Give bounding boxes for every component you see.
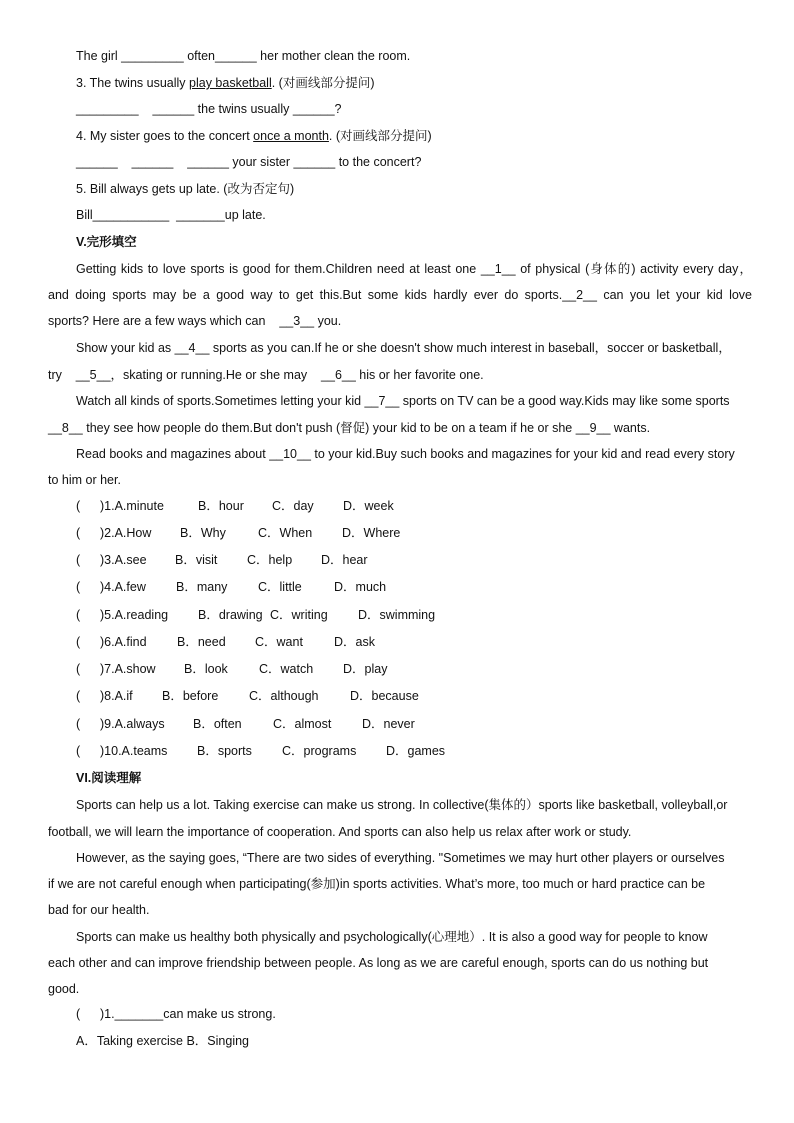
option-b: B．many <box>176 580 228 594</box>
answer-paren: ( <box>76 717 81 731</box>
option-a: )3.A.see <box>100 553 147 567</box>
answer-paren: ( <box>76 689 81 703</box>
option-c: C．although <box>249 689 319 703</box>
section-heading-reading: VI.阅读理解 <box>76 771 142 785</box>
option-d: D．week <box>343 499 394 513</box>
option-a: )7.A.show <box>100 662 156 676</box>
q3-underlined: play basketball <box>189 76 272 90</box>
option-b: B．visit <box>175 553 218 567</box>
cloze-para1-line2: and doing sports may be a good way to get this.But some kids hardly ever do sports.__2__ can you let your kid love <box>48 288 752 302</box>
exercise-q4 <box>76 128 432 144</box>
answer-paren: ( <box>76 580 81 594</box>
option-b: B．sports <box>197 744 252 758</box>
section-heading-cloze: V.完形填空 <box>76 235 137 249</box>
option-d: D．swimming <box>358 608 436 622</box>
answer-paren: ( <box>76 526 81 540</box>
answer-paren: ( <box>76 553 81 567</box>
reading-para3-line2: each other and can improve friendship between people. As long as we are careful enough, sports can do us nothing but <box>48 956 709 970</box>
option-c: C．day <box>272 499 314 513</box>
option-c: C．little <box>258 580 302 594</box>
option-a: )6.A.find <box>100 635 147 649</box>
reading-para1-line2: football, we will learn the importance of cooperation. And sports can also help us relax after work or study. <box>48 825 632 839</box>
reading-para2-line1: However, as the saying goes, “There are two sides of everything. "Sometimes we may hurt other players or ourselves <box>76 851 725 865</box>
option-a: )1.A.minute <box>100 499 164 513</box>
reading-question-1-options: A．Taking exercise B．Singing <box>76 1034 249 1048</box>
option-a: )2.A.How <box>100 526 152 540</box>
option-d: D．play <box>343 662 388 676</box>
option-c: C．programs <box>282 744 357 758</box>
answer-paren: ( <box>76 1007 81 1021</box>
option-d: D．much <box>334 580 387 594</box>
cloze-para1-line1: Getting kids to love sports is good for them.Children need at least one __1__ of physical (身体的) activity every day， <box>76 262 752 276</box>
exercise-q5: 5. Bill always gets up late. (改为否定句) <box>76 182 295 196</box>
q3-text: 3. The twins usually <box>76 76 190 90</box>
option-d: D．Where <box>342 526 401 540</box>
cloze-para2-line1: Show your kid as __4__ sports as you can.If he or she doesn't show much interest in baseball，soccer or basketball， <box>76 341 731 355</box>
answer-paren: ( <box>76 608 81 622</box>
option-c: C．almost <box>273 717 332 731</box>
reading-para2-line3: bad for our health. <box>48 903 150 917</box>
option-a: )8.A.if <box>100 689 133 703</box>
q4-instruction: . (对画线部分提问) <box>328 129 432 143</box>
reading-para3-line3: good. <box>48 982 80 996</box>
option-c: C．writing <box>270 608 328 622</box>
option-d: D．ask <box>334 635 375 649</box>
option-b: B．drawing <box>198 608 263 622</box>
option-c: C．want <box>255 635 303 649</box>
answer-paren: ( <box>76 635 81 649</box>
option-b: B．often <box>193 717 242 731</box>
option-a: )9.A.always <box>100 717 165 731</box>
exercise-q3 <box>76 75 375 91</box>
reading-para1-line1: Sports can help us a lot. Taking exercise can make us strong. In collective(集体的）sports like basketball, volleyball,or <box>76 798 728 812</box>
option-d: D．never <box>362 717 415 731</box>
cloze-para1-line3: sports? Here are a few ways which can __3__ you. <box>48 314 342 328</box>
cloze-para4-line1: Read books and magazines about __10__ to your kid.Buy such books and magazines for your kid and read every story <box>76 447 735 461</box>
answer-paren: ( <box>76 499 81 513</box>
q4-text: 4. My sister goes to the concert <box>76 129 254 143</box>
cloze-para3-line2: __8__ they see how people do them.But don't push (督促) your kid to be on a team if he or she __9__ wants. <box>48 421 651 435</box>
exercise-q3-blank: _________ ______ the twins usually ______? <box>76 102 342 116</box>
option-b: B．before <box>162 689 219 703</box>
option-d: D．hear <box>321 553 368 567</box>
exercise-q4-blank: ______ ______ ______ your sister ______ to the concert? <box>76 155 422 169</box>
option-c: C．watch <box>259 662 314 676</box>
option-a: )4.A.few <box>100 580 146 594</box>
option-c: C．help <box>247 553 293 567</box>
option-d: D．games <box>386 744 446 758</box>
option-b: B．need <box>177 635 226 649</box>
option-b: B．hour <box>198 499 244 513</box>
reading-para2-line2: if we are not careful enough when participating(参加)in sports activities. What’s more, too much or hard practice can be <box>48 877 706 891</box>
answer-paren: ( <box>76 744 81 758</box>
cloze-para2-line2: try __5__，skating or running.He or she may __6__ his or her favorite one. <box>48 368 484 382</box>
option-d: D．because <box>350 689 419 703</box>
exercise-line: The girl _________ often______ her mother clean the room. <box>76 49 411 63</box>
q3-instruction: . (对画线部分提问) <box>271 76 375 90</box>
cloze-para3-line1: Watch all kinds of sports.Sometimes letting your kid __7__ sports on TV can be a good way.Kids may like some sports <box>76 394 730 408</box>
option-c: C．When <box>258 526 313 540</box>
option-a: )10.A.teams <box>100 744 168 758</box>
option-b: B．look <box>184 662 228 676</box>
cloze-para4-line2: to him or her. <box>48 473 121 487</box>
option-b: B．Why <box>180 526 226 540</box>
q4-underlined: once a month <box>253 129 329 143</box>
question-text: )1._______can make us strong. <box>100 1007 276 1021</box>
reading-para3-line1: Sports can make us healthy both physically and psychologically(心理地）. It is also a good way for people to know <box>76 930 708 944</box>
exercise-q5-blank: Bill___________ _______up late. <box>76 208 266 222</box>
option-a: )5.A.reading <box>100 608 169 622</box>
answer-paren: ( <box>76 662 81 676</box>
